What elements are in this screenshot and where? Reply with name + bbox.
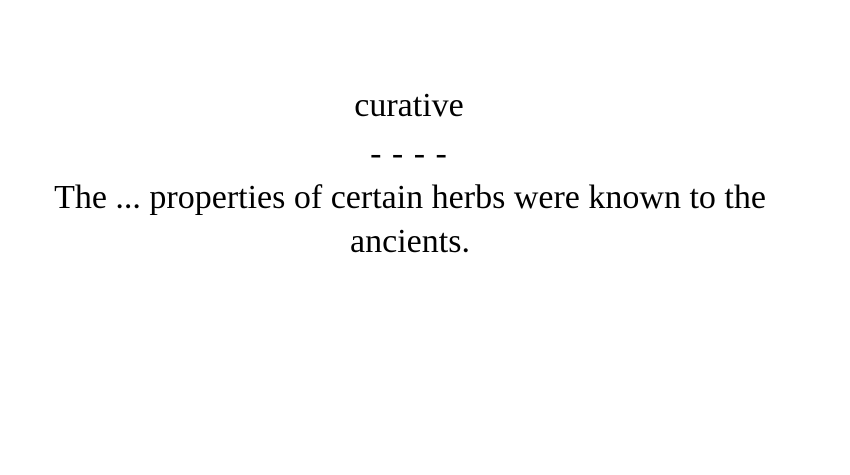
term-word: curative	[354, 87, 464, 124]
answer-divider: - - - -	[370, 135, 448, 172]
example-sentence: The ... properties of certain herbs were known to the ancients.	[54, 179, 766, 260]
